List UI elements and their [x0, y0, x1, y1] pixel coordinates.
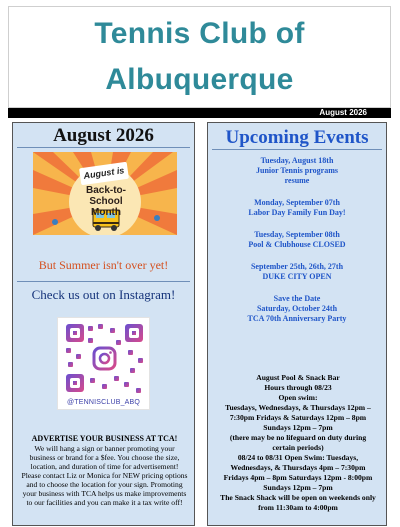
pool-line: Wednesdays, & Thursdays 4pm – 7:30pm — [230, 463, 366, 472]
advertise-line: location, and duration of time for advertisement! — [30, 462, 179, 471]
event-detail: Junior Tennis programs — [256, 166, 338, 175]
instagram-icon — [94, 348, 115, 369]
event-date: Monday, September 07th — [254, 198, 340, 207]
banner-tag: August is — [79, 162, 129, 186]
advertise-line: to our facilities and you can make it a tax write off! — [26, 498, 183, 507]
right-column — [207, 122, 387, 526]
banner-line-1: Back-to- — [85, 185, 126, 196]
advertise-line: and to choose the location for your sign. Promoting — [26, 480, 183, 489]
event-item — [208, 262, 386, 282]
pool-line: Sundays 12pm – 7pm — [263, 483, 333, 492]
pool-line: Tuesdays, Wednesdays, & Thursdays 12pm – — [225, 403, 371, 412]
month-heading: August 2026 — [53, 125, 154, 146]
event-detail: TCA 70th Anniversary Party — [247, 314, 347, 323]
event-detail: Labor Day Family Fun Day! — [248, 208, 346, 217]
events-list — [208, 156, 386, 324]
events-heading: Upcoming Events — [225, 127, 369, 148]
pool-line: Sundays 12pm – 7pm — [263, 423, 333, 432]
advertise-title: ADVERTISE YOUR BUSINESS AT TCA! — [31, 434, 178, 443]
club-title-line-2: Albuquerque — [105, 63, 294, 96]
left-column — [12, 122, 195, 526]
event-item — [208, 198, 386, 218]
instagram-rule — [17, 281, 190, 282]
event-date: September 25th, 26th, 27th — [250, 262, 344, 271]
club-title-line-1: Tennis Club of — [94, 17, 305, 50]
pool-line: The Snack Shack will be open on weekends only — [220, 493, 376, 502]
pool-line: certain periods) — [272, 443, 324, 452]
banner-line-2: School Month — [89, 196, 123, 218]
instagram-handle: @TENNISCLUB_ABQ — [66, 399, 141, 406]
event-detail: Saturday, October 24th — [256, 304, 338, 313]
pool-line: Open swim: — [278, 393, 318, 402]
pool-line: Fridays 4pm – 8pm Saturdays 12pm - 8:00pm — [223, 473, 373, 482]
summer-note: But Summer isn't over yet! — [38, 258, 169, 272]
event-item — [208, 156, 386, 186]
pool-line: from 11:30am to 4:00pm — [258, 503, 338, 512]
masthead — [8, 6, 391, 108]
issue-date: August 2026 — [319, 108, 367, 117]
pool-line: (there may be no lifeguard on duty during — [229, 433, 367, 442]
pool-line: 08/24 to 08/31 Open Swim: Tuesdays, — [237, 453, 359, 462]
pool-line: August Pool & Snack Bar — [256, 373, 340, 382]
advertise-line: business or brand for a $fee. You choose the size, — [29, 453, 180, 462]
left-heading-rule — [17, 147, 190, 148]
back-to-school-banner — [33, 152, 177, 235]
event-date: Tuesday, September 08th — [254, 230, 340, 239]
event-item — [208, 294, 386, 324]
pool-snack-bar-hours — [212, 373, 384, 513]
event-detail: resume — [284, 176, 310, 185]
advertise-line: your business with TCA helps us make improvements — [22, 489, 187, 498]
advertise-section — [18, 434, 191, 507]
issue-date-bar — [8, 108, 391, 118]
instagram-heading: Check us out on Instagram! — [31, 287, 176, 302]
advertise-line: We will hang a sign or banner promoting your — [34, 444, 175, 453]
event-item — [208, 230, 386, 250]
qr-code-icon — [58, 318, 151, 398]
event-date: Tuesday, August 18th — [260, 156, 334, 165]
pool-line: 7:30pm Fridays & Saturdays 12pm – 8pm — [229, 413, 367, 422]
events-heading-rule — [212, 149, 382, 150]
banner-text — [73, 185, 139, 218]
event-detail: DUKE CITY OPEN — [262, 272, 332, 281]
instagram-qr-card[interactable] — [57, 317, 150, 410]
event-detail: Pool & Clubhouse CLOSED — [248, 240, 346, 249]
advertise-line: Please contact Liz or Monica for NEW pricing options — [21, 471, 188, 480]
event-date: Save the Date — [273, 294, 321, 303]
pool-line: Hours through 08/23 — [264, 383, 332, 392]
